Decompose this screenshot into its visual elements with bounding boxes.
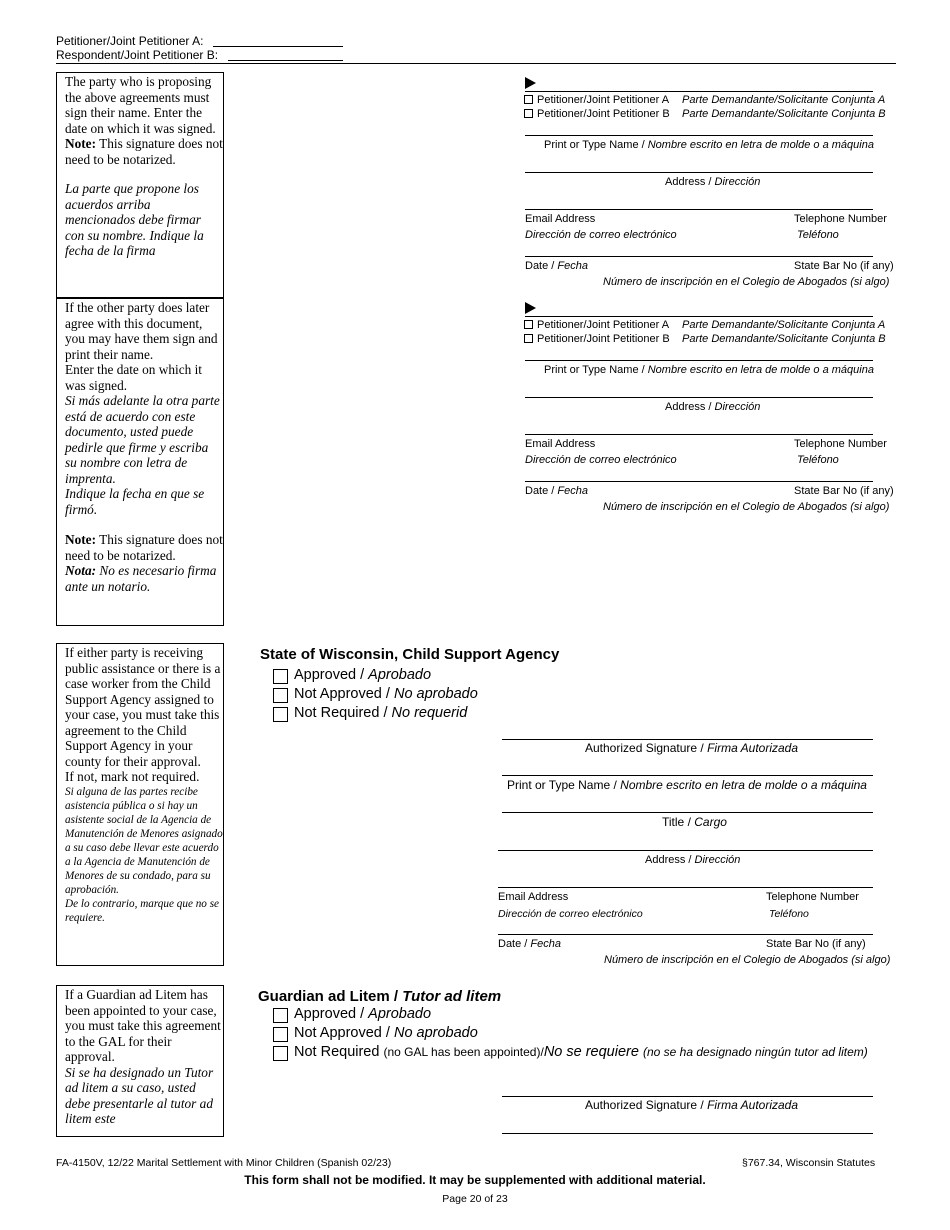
note-label: Note:: [65, 532, 97, 547]
other-party-note-en: This signature does not need to be notarized.: [65, 532, 223, 563]
petitioner-b-option-es-1: Parte Demandante/Solicitante Conjunta B: [682, 108, 886, 120]
agency-not-approved-checkbox[interactable]: [273, 688, 288, 703]
print-name-line-1[interactable]: [525, 135, 873, 136]
agency-title-label: Title / Cargo: [662, 815, 727, 829]
public-assistance-en-1: If either party is receiving public assistance or there is a case worker from the Child Support Agency assigned to your case, you must take this agreement to the Child Support Agency in your county for their approval.: [65, 645, 221, 769]
print-name-label-2: Print or Type Name / Nombre escrito en letra de molde o a máquina: [544, 364, 874, 376]
gal-instruction-en: If a Guardian ad Litem has been appointed to your case, you must take this agreement to the GAL for their approval.: [65, 987, 221, 1064]
state-bar-label-1: State Bar No (if any): [794, 260, 894, 272]
checkbox-icon[interactable]: [524, 109, 533, 118]
petitioner-a-option-es-2: Parte Demandante/Solicitante Conjunta A: [682, 319, 886, 331]
email-phone-line-2[interactable]: [525, 434, 873, 435]
petitioner-b-option-2[interactable]: Petitioner/Joint Petitioner B: [524, 333, 670, 345]
agency-phone-label-es: Teléfono: [769, 908, 809, 920]
petitioner-b-header-label: Respondent/Joint Petitioner B:: [56, 48, 219, 62]
sign-instruction-es: La parte que propone los acuerdos arriba mencionados debe firmar con su nombre. Indique la fecha de la firma: [65, 181, 204, 258]
other-party-en-1: If the other party does later agree with this document, you may have them sign and print their name.: [65, 300, 218, 362]
gal-approved-checkbox[interactable]: [273, 1008, 288, 1023]
petitioner-a-header-line[interactable]: [213, 46, 343, 47]
agency-address-label: Address / Dirección: [645, 854, 741, 866]
agency-state-bar-label: State Bar No (if any): [766, 938, 866, 950]
checkbox-icon[interactable]: [524, 95, 533, 104]
other-party-instruction-box: [56, 298, 224, 626]
agency-not-approved-label: Not Approved / No aprobado: [294, 686, 478, 702]
date-line-2[interactable]: [525, 481, 873, 482]
state-bar-label-es-2: Número de inscripción en el Colegio de Abogados (si algo): [603, 501, 890, 513]
date-label-2: Date / Fecha: [525, 485, 588, 497]
petitioner-a-option-1[interactable]: Petitioner/Joint Petitioner A: [524, 94, 669, 106]
header-rule: [56, 63, 896, 64]
gal-signature-line[interactable]: [502, 1096, 873, 1097]
agency-email-label-es: Dirección de correo electrónico: [498, 908, 643, 920]
sign-note-en: This signature does not need to be notarized.: [65, 136, 223, 167]
nota-label: Nota:: [65, 563, 97, 578]
page-number: Page 20 of 23: [442, 1193, 508, 1205]
statute-reference: §767.34, Wisconsin Statutes: [742, 1157, 876, 1169]
petitioner-a-header-label: Petitioner/Joint Petitioner A:: [56, 34, 204, 48]
gal-instruction-es: Si se ha designado un Tutor ad litem a su caso, usted debe presentarle al tutor ad litem este: [65, 1064, 214, 1126]
agency-approved-label: Approved / Aprobado: [294, 667, 432, 683]
agency-date-label: Date / Fecha: [498, 938, 561, 950]
modification-notice: This form shall not be modified. It may be supplemented with additional material.: [244, 1173, 706, 1187]
gal-not-approved-label: Not Approved / No aprobado: [294, 1025, 478, 1041]
agency-not-required-label: Not Required / No requerid: [294, 705, 468, 721]
agency-email-phone-line[interactable]: [498, 887, 873, 888]
checkbox-icon[interactable]: [524, 334, 533, 343]
address-line-2[interactable]: [525, 397, 873, 398]
gal-signature-label: Authorized Signature / Firma Autorizada: [585, 1098, 799, 1112]
form-id: FA-4150V, 12/22 Marital Settlement with Minor Children (Spanish 02/23): [56, 1157, 392, 1169]
agency-address-line[interactable]: [498, 850, 873, 851]
print-name-label-1: Print or Type Name / Nombre escrito en letra de molde o a máquina: [544, 139, 874, 151]
signature-line-2[interactable]: [525, 316, 873, 317]
other-party-es-2: Indique la fecha en que se firmó.: [65, 486, 205, 517]
sign-here-arrow-icon: [525, 302, 536, 314]
petitioner-b-option-1[interactable]: Petitioner/Joint Petitioner B: [524, 108, 670, 120]
agency-signature-line[interactable]: [502, 739, 873, 740]
agency-title-line[interactable]: [502, 812, 873, 813]
agency-email-label: Email Address: [498, 891, 569, 903]
agency-approved-checkbox[interactable]: [273, 669, 288, 684]
agency-section-title: State of Wisconsin, Child Support Agency: [260, 646, 560, 663]
address-label-1: Address / Dirección: [665, 176, 761, 188]
email-label-2: Email Address: [525, 438, 596, 450]
date-line-1[interactable]: [525, 256, 873, 257]
gal-section-title: Guardian ad Litem / Tutor ad litem: [258, 988, 502, 1005]
address-line-1[interactable]: [525, 172, 873, 173]
agency-print-name-line[interactable]: [502, 775, 873, 776]
gal-not-required-checkbox[interactable]: [273, 1046, 288, 1061]
public-assistance-es-2: De lo contrario, marque que no se requiere.: [65, 897, 220, 924]
petitioner-b-option-es-2: Parte Demandante/Solicitante Conjunta B: [682, 333, 886, 345]
petitioner-b-header-line[interactable]: [228, 60, 343, 61]
petitioner-a-option-es-1: Parte Demandante/Solicitante Conjunta A: [682, 94, 886, 106]
sign-instruction-box: [56, 72, 224, 298]
gal-not-approved-checkbox[interactable]: [273, 1027, 288, 1042]
gal-approved-label: Approved / Aprobado: [294, 1006, 432, 1022]
public-assistance-en-2: If not, mark not required.: [65, 769, 200, 784]
signature-line-1[interactable]: [525, 91, 873, 92]
phone-label-es-2: Teléfono: [797, 454, 839, 466]
phone-label-es-1: Teléfono: [797, 229, 839, 241]
email-label-es-2: Dirección de correo electrónico: [525, 454, 677, 466]
other-party-en-2: Enter the date on which it was signed.: [65, 362, 202, 393]
sign-instruction-en: The party who is proposing the above agreements must sign their name. Enter the date on which it was signed.: [65, 74, 216, 136]
gal-not-required-label: Not Required (no GAL has been appointed)/No se requiere (no se ha designado ningún tutor ad litem): [294, 1044, 868, 1060]
petitioner-a-option-2[interactable]: Petitioner/Joint Petitioner A: [524, 319, 669, 331]
other-party-note-es: No es necesario firma ante un notario.: [65, 563, 217, 594]
gal-extra-line[interactable]: [502, 1133, 873, 1134]
agency-state-bar-label-es: Número de inscripción en el Colegio de Abogados (si algo): [604, 954, 891, 966]
address-label-2: Address / Dirección: [665, 401, 761, 413]
note-label: Note:: [65, 136, 97, 151]
email-phone-line-1[interactable]: [525, 209, 873, 210]
public-assistance-instruction-box: [56, 643, 224, 966]
phone-label-2: Telephone Number: [794, 438, 887, 450]
sign-here-arrow-icon: [525, 77, 536, 89]
other-party-es-1: Si más adelante la otra parte está de acuerdo con este documento, usted puede pedirle que firme y escriba su nombre con letra de imprenta.: [65, 393, 220, 486]
agency-phone-label: Telephone Number: [766, 891, 859, 903]
state-bar-label-2: State Bar No (if any): [794, 485, 894, 497]
state-bar-label-es-1: Número de inscripción en el Colegio de Abogados (si algo): [603, 276, 890, 288]
phone-label-1: Telephone Number: [794, 213, 887, 225]
email-label-es-1: Dirección de correo electrónico: [525, 229, 677, 241]
gal-instruction-box: [56, 985, 224, 1137]
date-label-1: Date / Fecha: [525, 260, 588, 272]
agency-print-name-label: Print or Type Name / Nombre escrito en letra de molde o a máquina: [507, 778, 867, 792]
agency-not-required-checkbox[interactable]: [273, 707, 288, 722]
agency-signature-label: Authorized Signature / Firma Autorizada: [585, 741, 799, 755]
agency-date-line[interactable]: [498, 934, 873, 935]
print-name-line-2[interactable]: [525, 360, 873, 361]
public-assistance-es-1: Si alguna de las partes recibe asistencia pública o si hay un asistente social de la Agencia de Manutención de Menores asignado a su caso debe llevar este acuerdo a la Agencia de Manutención de Menores de su condado, para su aprobación.: [65, 785, 223, 896]
email-label-1: Email Address: [525, 213, 596, 225]
checkbox-icon[interactable]: [524, 320, 533, 329]
